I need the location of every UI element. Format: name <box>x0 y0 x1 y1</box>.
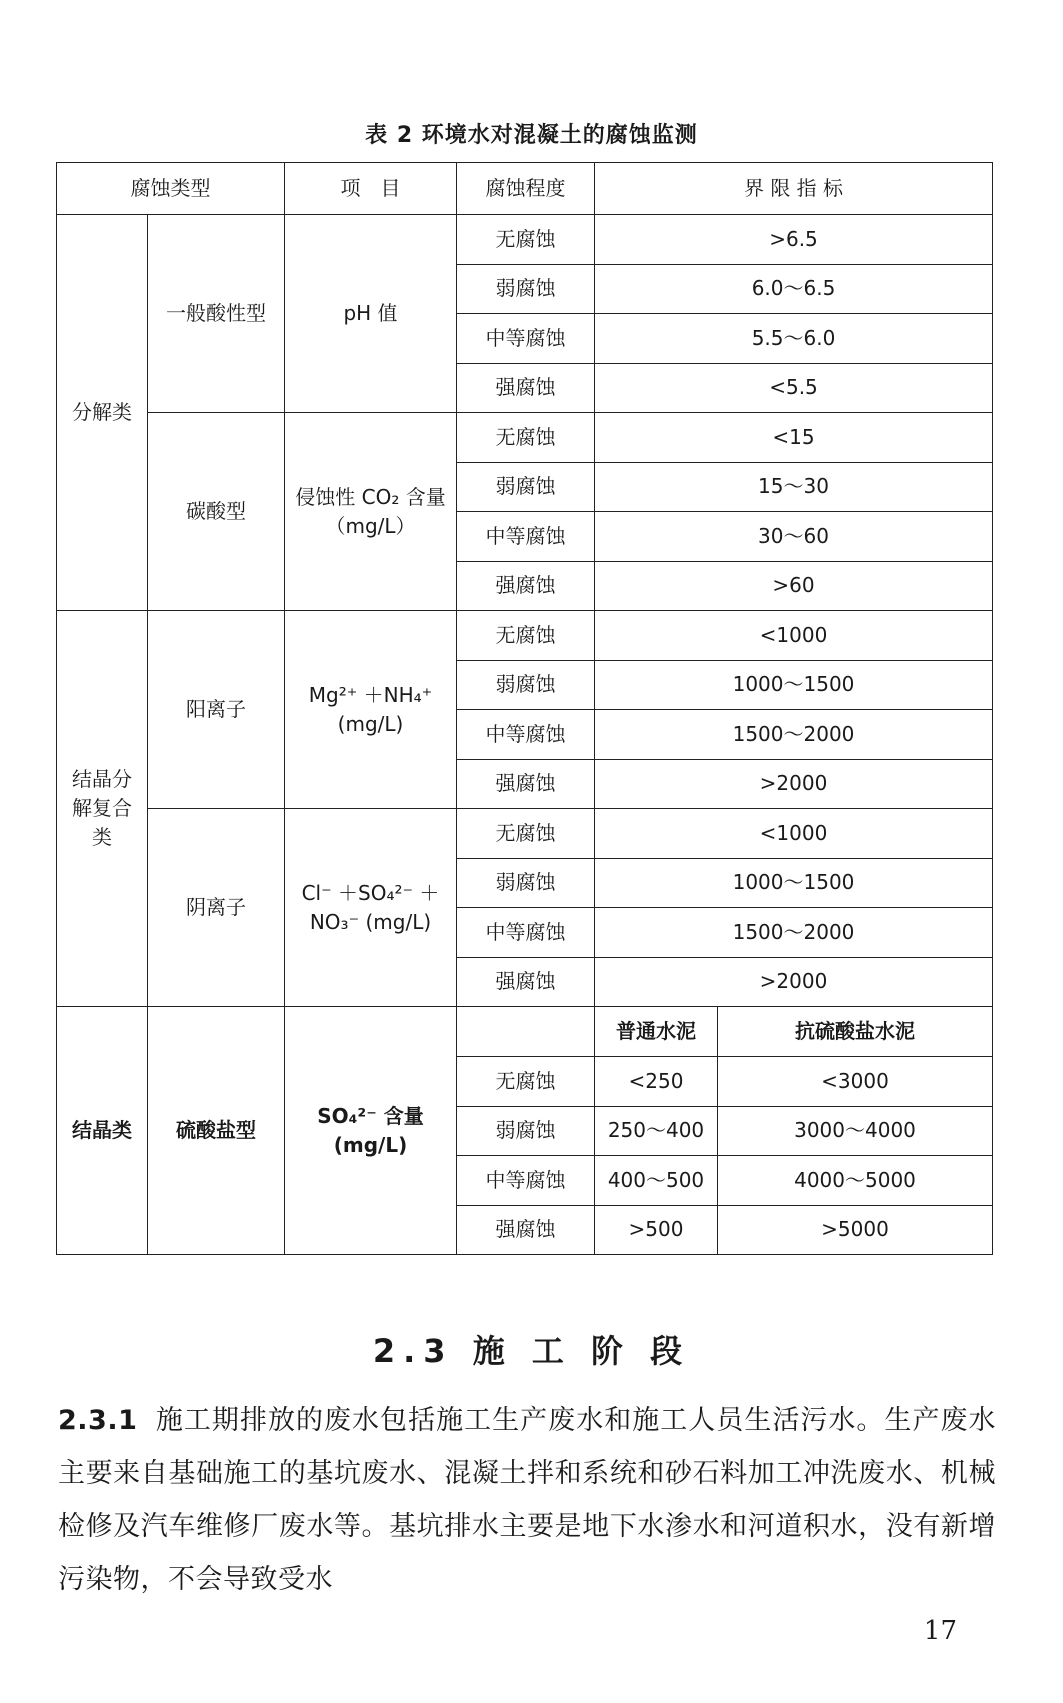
degree-cell: 无腐蚀 <box>457 809 595 859</box>
limit-cell: <250 <box>595 1057 718 1107</box>
paragraph-text: 施工期排放的废水包括施工生产废水和施工人员生活污水。生产废水主要来自基础施工的基坑废水、混凝土拌和系统和砂石料加工冲洗废水、机械检修及汽车维修厂废水等。基坑排水主要是地下水渗水和河道积水，没有新增污染物，不会导致受水 <box>58 1405 996 1595</box>
limit-cell: >500 <box>595 1205 718 1255</box>
degree-cell: 中等腐蚀 <box>457 908 595 958</box>
header-limit: 界 限 指 标 <box>595 163 993 215</box>
category-cell: 结晶分解复合类 <box>57 611 148 1007</box>
limit-cell: 1000～1500 <box>595 660 993 710</box>
limit-cell: 1500～2000 <box>595 908 993 958</box>
limit-cell: 15～30 <box>595 462 993 512</box>
subtype-cell: 阳离子 <box>148 611 285 809</box>
limit-cell: 1000～1500 <box>595 858 993 908</box>
column-normal-cement: 普通水泥 <box>595 1007 718 1057</box>
header-item: 项 目 <box>285 163 457 215</box>
limit-cell: <1000 <box>595 611 993 661</box>
degree-cell: 无腐蚀 <box>457 413 595 463</box>
limit-cell: 6.0～6.5 <box>595 264 993 314</box>
section-title: 2.3 施 工 阶 段 <box>372 1332 691 1370</box>
degree-cell: 弱腐蚀 <box>457 660 595 710</box>
header-degree: 腐蚀程度 <box>457 163 595 215</box>
limit-cell: >60 <box>595 561 993 611</box>
degree-cell: 弱腐蚀 <box>457 264 595 314</box>
degree-cell: 强腐蚀 <box>457 957 595 1007</box>
table-header-row <box>57 163 993 215</box>
limit-cell: <3000 <box>718 1057 993 1107</box>
degree-cell: 强腐蚀 <box>457 759 595 809</box>
degree-cell: 无腐蚀 <box>457 215 595 265</box>
table-row <box>57 809 993 859</box>
limit-cell: 250～400 <box>595 1106 718 1156</box>
degree-cell: 中等腐蚀 <box>457 710 595 760</box>
subtype-cell: 一般酸性型 <box>148 215 285 413</box>
limit-cell: 3000～4000 <box>718 1106 993 1156</box>
limit-cell: 400～500 <box>595 1156 718 1206</box>
limit-cell: <5.5 <box>595 363 993 413</box>
table-row <box>57 611 993 661</box>
degree-cell: 中等腐蚀 <box>457 314 595 364</box>
paragraph <box>58 1394 996 1606</box>
item-cell: Cl⁻ ＋SO₄²⁻ ＋NO₃⁻ (mg/L) <box>285 809 457 1007</box>
limit-cell: >5000 <box>718 1205 993 1255</box>
limit-cell: >2000 <box>595 957 993 1007</box>
subtype-cell: 阴离子 <box>148 809 285 1007</box>
limit-cell: 1500～2000 <box>595 710 993 760</box>
item-cell: Mg²⁺ ＋NH₄⁺ (mg/L) <box>285 611 457 809</box>
subtype-cell: 碳酸型 <box>148 413 285 611</box>
item-cell: SO₄²⁻ 含量 (mg/L) <box>285 1007 457 1255</box>
limit-cell: >2000 <box>595 759 993 809</box>
table-row <box>57 215 993 265</box>
degree-cell: 中等腐蚀 <box>457 512 595 562</box>
empty-cell <box>457 1007 595 1057</box>
limit-cell: <15 <box>595 413 993 463</box>
corrosion-table <box>56 162 993 1255</box>
category-cell: 结晶类 <box>57 1007 148 1255</box>
limit-cell: 4000～5000 <box>718 1156 993 1206</box>
degree-cell: 无腐蚀 <box>457 1057 595 1107</box>
limit-cell: <1000 <box>595 809 993 859</box>
limit-cell: 5.5～6.0 <box>595 314 993 364</box>
item-cell: pH 值 <box>285 215 457 413</box>
degree-cell: 弱腐蚀 <box>457 462 595 512</box>
table-subheader-row <box>57 1007 993 1057</box>
page-number: 17 <box>923 1616 957 1646</box>
degree-cell: 强腐蚀 <box>457 561 595 611</box>
paragraph-number: 2.3.1 <box>58 1405 138 1436</box>
category-cell: 分解类 <box>57 215 148 611</box>
degree-cell: 弱腐蚀 <box>457 858 595 908</box>
degree-cell: 无腐蚀 <box>457 611 595 661</box>
item-cell: 侵蚀性 CO₂ 含量（mg/L） <box>285 413 457 611</box>
degree-cell: 弱腐蚀 <box>457 1106 595 1156</box>
header-type: 腐蚀类型 <box>57 163 285 215</box>
degree-cell: 中等腐蚀 <box>457 1156 595 1206</box>
limit-cell: 30～60 <box>595 512 993 562</box>
degree-cell: 强腐蚀 <box>457 363 595 413</box>
degree-cell: 强腐蚀 <box>457 1205 595 1255</box>
column-sulfate-resistant-cement: 抗硫酸盐水泥 <box>718 1007 993 1057</box>
limit-cell: >6.5 <box>595 215 993 265</box>
table-row <box>57 413 993 463</box>
table-caption: 表 2 环境水对混凝土的腐蚀监测 <box>365 123 698 148</box>
subtype-cell: 硫酸盐型 <box>148 1007 285 1255</box>
